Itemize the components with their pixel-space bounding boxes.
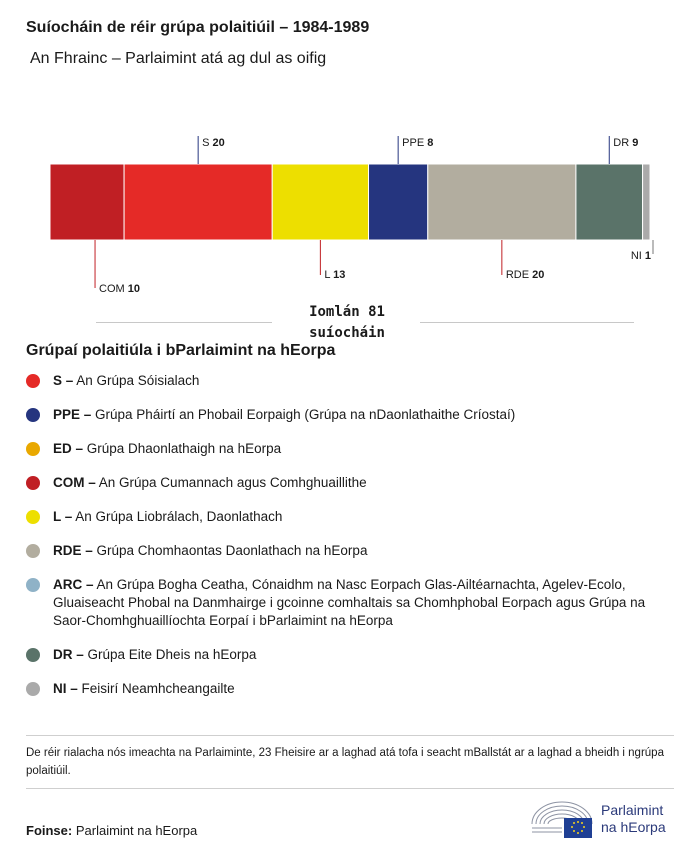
legend-dot-icon [26,682,40,696]
chart-subtitle: An Fhrainc – Parlaimint atá ag dul as oifig [30,50,327,67]
legend-text [53,542,663,560]
legend-code: S – [53,373,74,388]
legend-dot-icon [26,510,40,524]
legend-description: An Grúpa Sóisialach [73,373,200,388]
legend-dot-icon [26,544,40,558]
data-label-com: COM 10 [99,283,141,295]
data-label-ni: NI 1 [630,250,651,262]
bar-segment-dr [576,164,643,240]
legend-code: PPE – [53,407,92,422]
legend-dot-icon [26,374,40,388]
legend-description: Grúpa Dhaonlathaigh na hEorpa [83,441,282,456]
legend-text [53,440,663,458]
legend-code: NI – [53,681,78,696]
legend-code: RDE – [53,543,93,558]
legend-text [53,680,663,698]
legend-text [53,474,663,492]
legend-description: Grúpa Pháirtí an Phobail Eorpaigh (Grúpa na nDaonlathaithe Críostaí) [91,407,516,422]
legend-title: Grúpaí polaitiúla i bParlaimint na hEorpa [26,342,336,359]
data-label-dr: DR 9 [613,137,639,149]
stacked-bar-chart [0,120,700,295]
data-label-rde: RDE 20 [505,269,545,281]
chart-title: Suíocháin de réir grúpa polaitiúil – 1984-1989 [26,19,370,36]
bar-segment-rde [428,164,576,240]
legend-description: An Grúpa Bogha Ceatha, Cónaidhm na Nasc Eorpach Glas-Ailtéarnachta, Agelev-Ecolo, Gluaiseacht Phobal na Danmhairge i gcoinne comhaltais sa Chomhphobal Eorpach agus Grúpa na Saor-Chomhghuaillíochta Eorpaí i bParlaimint na hEorpa [53,577,646,628]
legend-code: L – [53,509,73,524]
total-divider-right [420,322,634,323]
legend-dot-icon [26,408,40,422]
legend-dot-icon [26,578,40,592]
legend-code: ED – [53,441,84,456]
bar-segment-ni [643,164,650,240]
legend-text [53,576,663,630]
legend-code: ARC – [53,577,94,592]
logo-text [601,802,666,836]
logo-line-2: na hEorpa [601,819,666,835]
footnote-divider [26,735,674,736]
source-line [26,823,197,838]
legend-description: Grúpa Chomhaontas Daonlathach na hEorpa [92,543,368,558]
source-divider [26,788,674,789]
bar-segment-l [272,164,368,240]
legend-dot-icon [26,648,40,662]
bar-segment-s [124,164,272,240]
total-seats-label: Iomlán 81 suíocháin [309,304,385,341]
legend-text [53,372,663,390]
bar-segment-com [50,164,124,240]
source-text: Parlaimint na hEorpa [72,823,198,838]
legend-text [53,646,663,664]
legend-dot-icon [26,442,40,456]
legend-description: Grúpa Eite Dheis na hEorpa [83,647,257,662]
legend-code: COM – [53,475,96,490]
legend-code: DR – [53,647,84,662]
legend-description: Feisirí Neamhcheangailte [77,681,235,696]
legend-dot-icon [26,476,40,490]
legend-description: An Grúpa Cumannach agus Comhghuaillithe [95,475,367,490]
data-label-l: L 13 [324,269,346,281]
bar-segment-ppe [369,164,428,240]
data-label-ppe: PPE 8 [402,137,434,149]
legend-text [53,406,663,424]
source-label: Foinse: [26,823,73,838]
logo-line-1: Parlaimint [601,802,664,818]
legend-description: An Grúpa Liobrálach, Daonlathach [72,509,283,524]
legend-text [53,508,663,526]
total-divider-left [96,322,272,323]
footnote: De réir rialacha nós imeachta na Parlaiminte, 23 Fheisire ar a laghad atá tofa i seacht mBallstát ar a laghad a bheidh i ngrúpa polaitiúil. [26,747,664,777]
data-label-s: S 20 [202,137,225,149]
